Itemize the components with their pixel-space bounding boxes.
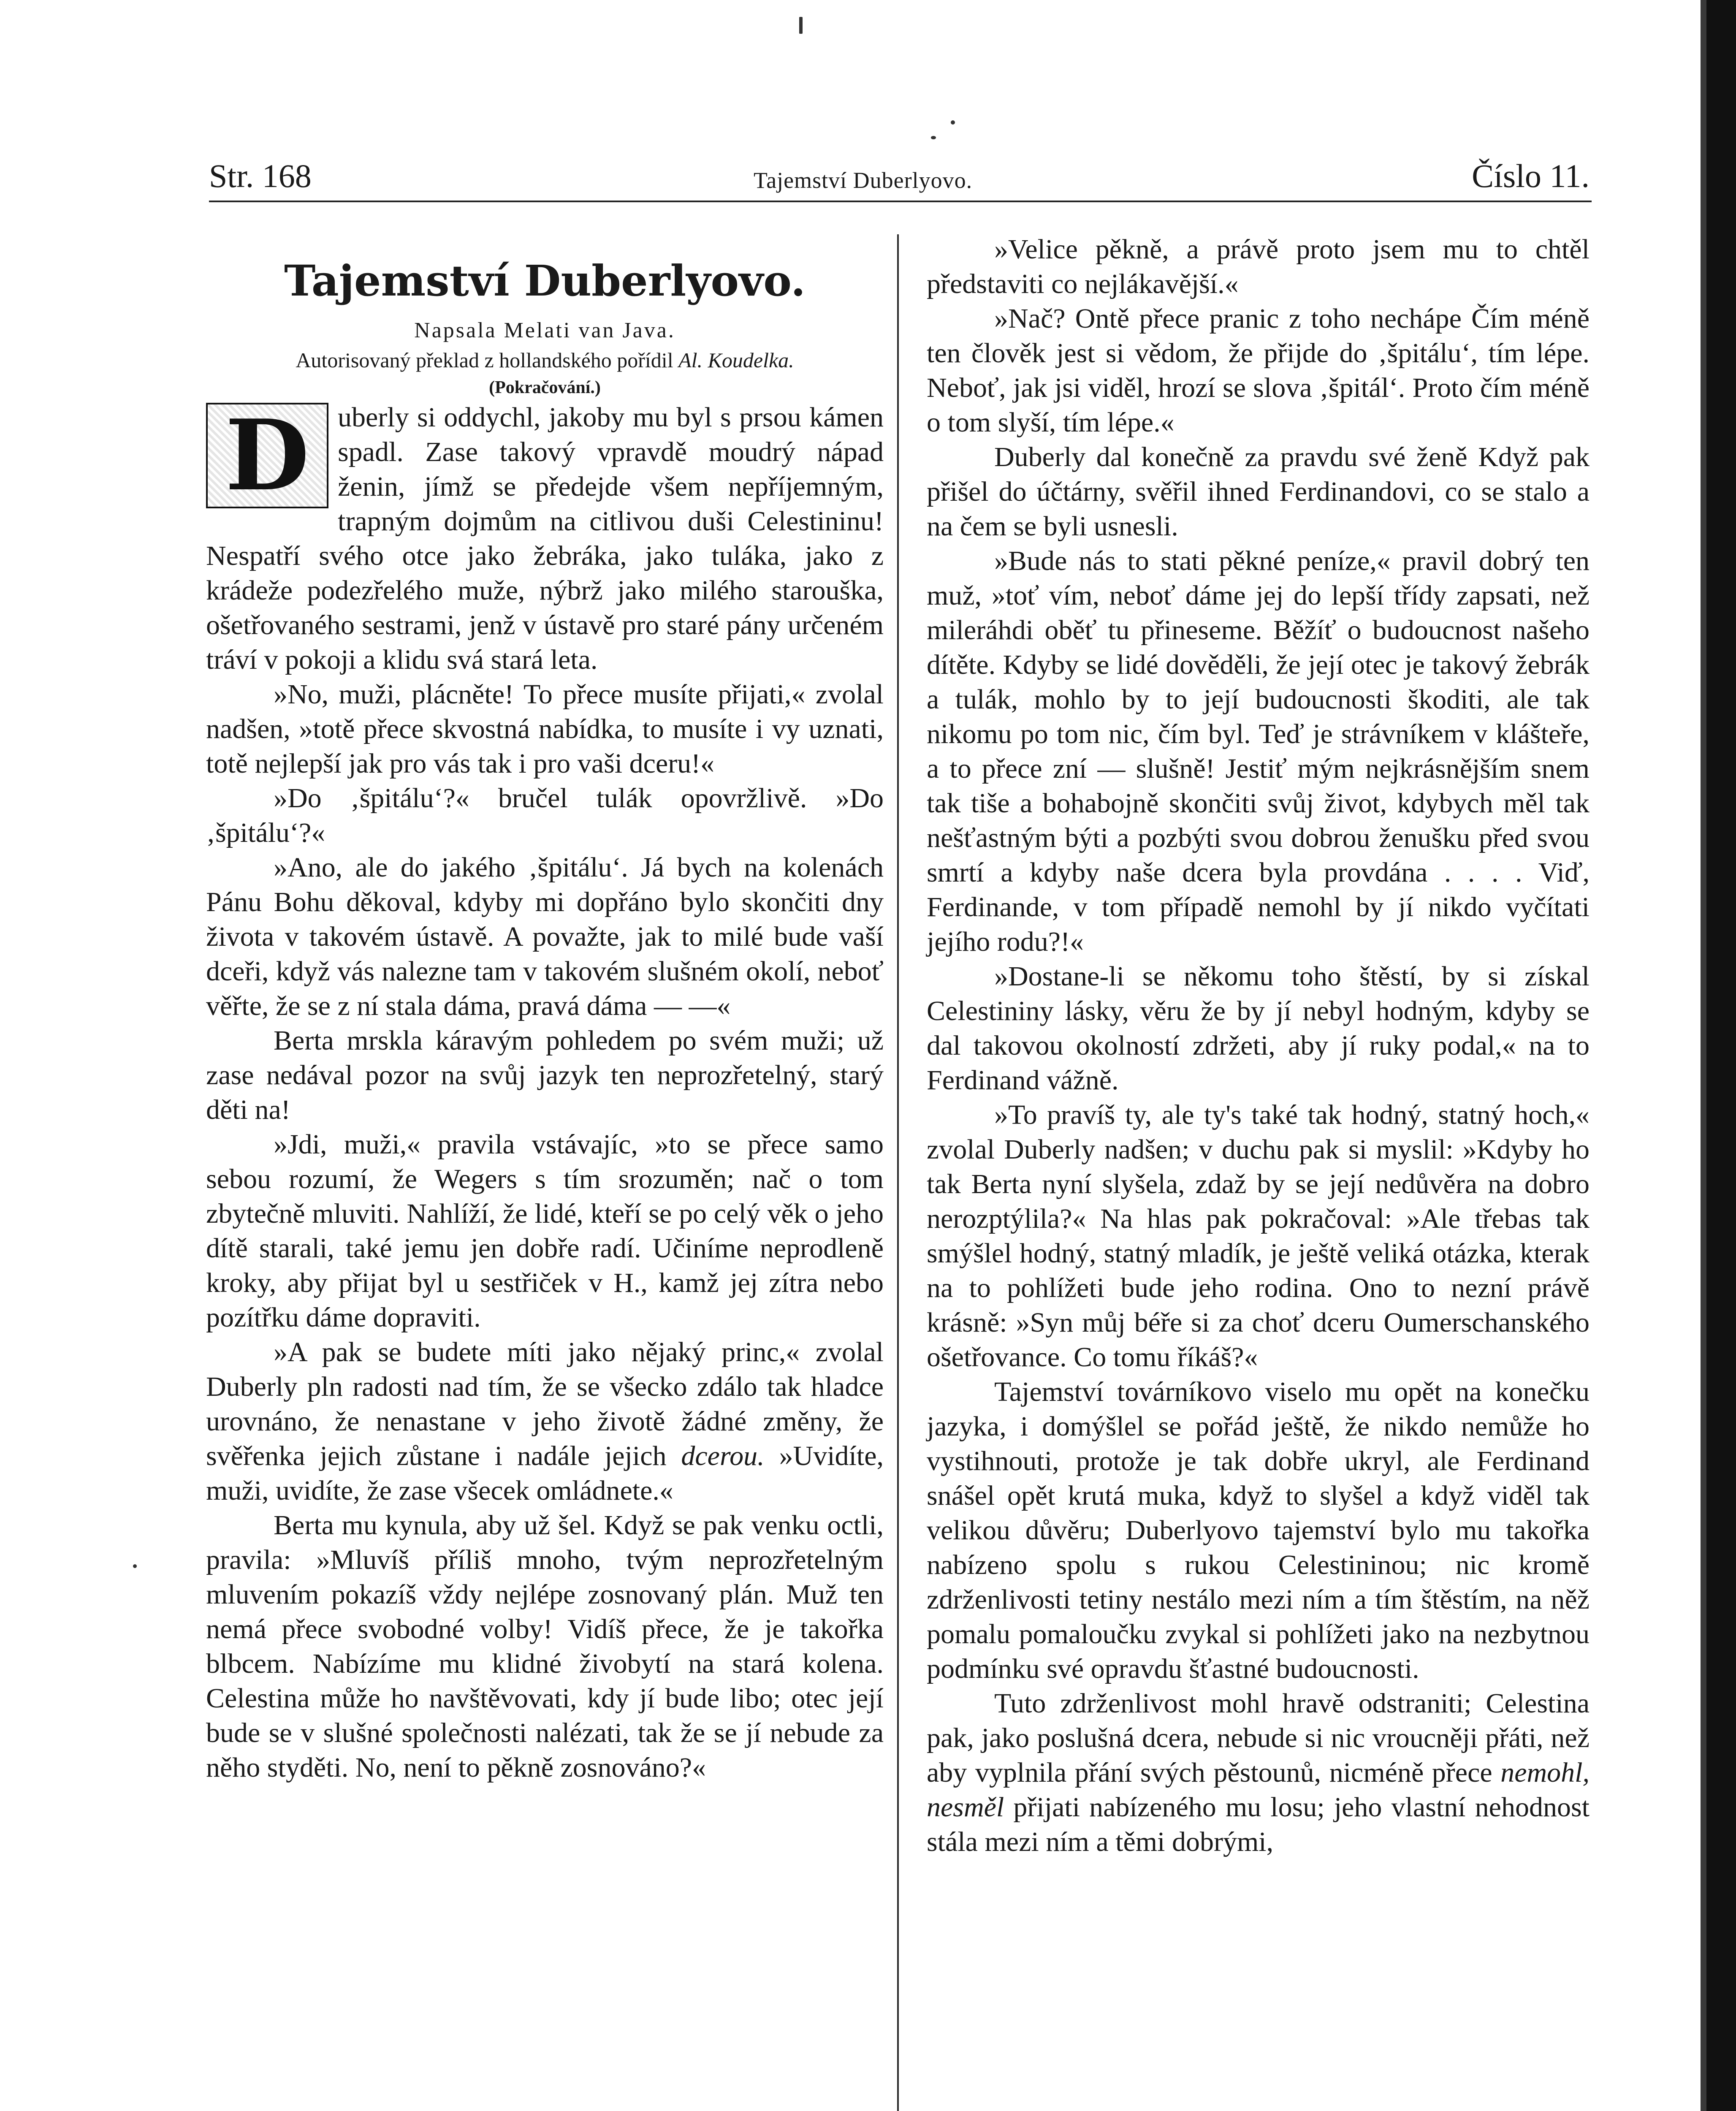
paragraph-text: »A pak se budete míti jako nějaký princ,« zvolal Duberly pln radosti nad tím, že se všecko zdálo tak hladce urovnáno, že nenastane v jeho životě žádné změny, že svěřenka jejich zůstane i nadále jejich	[206, 1337, 884, 1471]
paragraph: »Bude nás to stati pěkné peníze,« pravil dobrý ten muž, »toť vím, neboť dáme jej do lepší třídy zapsati, než mileráhdi oběť tu přineseme. Běžíť o budoucnost našeho dítěte. Kdyby se lidé dověděli, že její otec je takový žebrák a tulák, mohlo by to její budoucnosti škoditi, ale tak nikomu po tom nic, čím byl. Teď je strávníkem v klášteře, a to přece zní — slušně! Jestiť mým nejkrásnějším snem tak tiše a bohabojně skončiti svůj život, kdybych měl tak nešťastným býti a pozbýti svou dobrou ženušku před svou smrtí a kdyby naše dcera byla provdána . . . . Viď, Ferdinande, v tom případě nemohl by jí nikdo vyčítati jejího rodu?!«	[927, 545, 1590, 957]
paragraph: Duberly dal konečně za pravdu své ženě Když pak přišel do účtárny, svěřil ihned Ferdinandovi, co se stalo a na čem se byli usnesli.	[927, 442, 1590, 542]
left-column	[206, 236, 884, 1785]
paragraph: »Velice pěkně, a právě proto jsem mu to chtěl představiti co nejlákavější.«	[927, 234, 1590, 299]
paragraph-text: uberly si oddychl, jakoby mu byl s prsou kámen spadl. Zase takový vpravdě moudrý nápad ženin, jímž se předejde všem nepříjemným, trapným dojmům na citlivou duši Celestininu! Nespatří svého otce jako žebráka, jako tuláka, jako z krádeže podezřelého muže, nýbrž jako milého starouška, ošetřovaného sestrami, jenž v ústavě pro staré pány určeném tráví v pokoji a klidu svá stará leta.	[206, 402, 884, 675]
header-rule	[209, 201, 1592, 202]
paper-speck	[799, 17, 803, 34]
paragraph: Tajemství továrníkovo viselo mu opět na konečku jazyka, i domýšlel se pořád ještě, že nikdo nemůže ho vystihnouti, protože je tak dobře ukryl, ale Ferdinand snášel opět krutá muka, když to slyšel a když viděl tak velikou důvěru; Duberlyovo tajemství bylo mu takořka nabízeno spolu s rukou Celestininou; nic kromě zdrženlivosti tetiny nestálo mezi ním a tím štěstím, na něž pomalu pomaloučku zvykal si pohlížeti jako na nezbytnou podmínku své opravdu šťastné budoucnosti.	[927, 1376, 1590, 1684]
issue-number: Číslo 11.	[1472, 157, 1590, 194]
paragraph	[206, 1335, 884, 1508]
italic-phrase: nemohl, nesměl	[927, 1757, 1590, 1823]
running-title: Tajemství Duberlyovo.	[754, 168, 973, 193]
italic-word: dcerou.	[681, 1441, 765, 1471]
byline: Napsala Melati van Java.	[414, 318, 675, 342]
paper-speck	[951, 120, 955, 125]
paragraph-text: »Uvidíte, muži, uvidíte, že zase všecek omládnete.«	[206, 1441, 884, 1506]
paper-speck	[931, 136, 936, 139]
translation-note-text: Autorisovaný překlad z hollandského pořídil	[296, 348, 679, 372]
article-title: Tajemství Duberlyovo.	[284, 256, 806, 306]
paragraph: »No, muži, plácněte! To přece musíte přijati,« zvolal nadšen, »totě přece skvostná nabídka, to musíte i vy uznati, totě nejlepší jak pro vás tak i pro vaši dceru!«	[206, 679, 884, 779]
page-number: Str. 168	[209, 157, 312, 194]
paragraph: »Jdi, muži,« pravila vstávajíc, »to se přece samo sebou rozumí, že Wegers s tím srozuměn; nač o tom zbytečně mluviti. Nahlíží, že lidé, kteří se po celý věk o jeho dítě starali, také jemu jen dobře radí. Učiníme neprodleně kroky, aby přijat byl u sestřiček v H., kamž jej zítra nebo pozítřku dáme dopraviti.	[206, 1129, 884, 1333]
paragraph: »To pravíš ty, ale ty's také tak hodný, statný hoch,« zvolal Duberly nadšen; v duchu pak si myslil: »Kdyby ho tak Berta nyní slyšela, zdaž by se její nedůvěra na dobro nerozptýlila?« Na hlas pak pokračoval: »Ale třebas tak smýšlel hodný, statný mladík, je ještě veliká otázka, kterak na to pohlížeti bude jeho rodina. Ono to nezní právě krásně: »Syn můj béře si za choť dceru Oumerschanského ošetřovance. Co tomu říkáš?«	[927, 1099, 1590, 1373]
translator-name: Al. Koudelka.	[678, 348, 794, 372]
translation-note	[206, 345, 884, 375]
paragraph-text: přijati nabízeného mu losu; jeho vlastní nehodnost stála mezi ním a těmi dobrými,	[927, 1792, 1590, 1857]
page-edge-shadow	[1701, 0, 1706, 2111]
running-header	[209, 152, 1590, 198]
paragraph: »Do ‚špitálu‘?« bručel tulák opovržlivě. »Do ‚špitálu‘?«	[206, 783, 884, 848]
drop-cap-letter: D	[225, 400, 309, 513]
paragraph: »Ano, ale do jakého ‚špitálu‘. Já bych na kolenách Pánu Bohu děkoval, kdyby mi dopřáno bylo skončiti dny života v takovém ústavě. A považte, jak to milé bude vaší dceři, když vás nalezne tam v takovém slušném okolí, neboť věřte, že se z ní stala dáma, pravá dáma — —«	[206, 852, 884, 1021]
paragraph-text: Tuto zdrženlivost mohl hravě odstraniti; Celestina pak, jako poslušná dcera, nebude si nic vroucněji přáti, než aby vyplnila přání svých pěstounů, nicméně přece	[927, 1688, 1590, 1788]
page-edge-border	[1706, 0, 1736, 2111]
right-column	[927, 232, 1590, 1859]
paper-speck	[133, 1564, 137, 1568]
column-divider	[897, 234, 899, 2111]
continued-note: (Pokračování.)	[489, 378, 601, 397]
paragraph: »Dostane-li se někomu toho štěstí, by si získal Celestininy lásky, věru že by jí nebyl hodným, kdyby se dal takovou okolností zdržeti, aby jí ruky podal,« na to Ferdinand vážně.	[927, 961, 1590, 1096]
paragraph: »Nač? Ontě přece pranic z toho nechápe Čím méně ten člověk jest si vědom, že přijde do ‚špitálu‘, tím lépe. Neboť, jak jsi viděl, hrozí se slova ‚špitál‘. Proto čím méně o tom slyší, tím lépe.«	[927, 303, 1590, 438]
drop-cap-initial	[206, 400, 328, 513]
paragraph: Berta mrskla káravým pohledem po svém muži; už zase nedával pozor na svůj jazyk ten neprozřetelný, starý děti na!	[206, 1025, 884, 1125]
opening-paragraph	[206, 400, 884, 677]
paragraph: Berta mu kynula, aby už šel. Když se pak venku octli, pravila: »Mluvíš příliš mnoho, tvým neprozřetelným mluvením pokazíš vždy nejlépe zosnovaný plán. Muž ten nemá přece svobodné volby! Vidíš přece, že je takořka blbcem. Nabízíme mu klidné živobytí na stará kolena. Celestina může ho navštěvovati, kdy jí bude libo; otec její bude se v slušné společnosti nalézati, tak že se jí nebude za něho styděti. No, není to pěkně zosnováno?«	[206, 1510, 884, 1783]
paragraph	[927, 1686, 1590, 1859]
